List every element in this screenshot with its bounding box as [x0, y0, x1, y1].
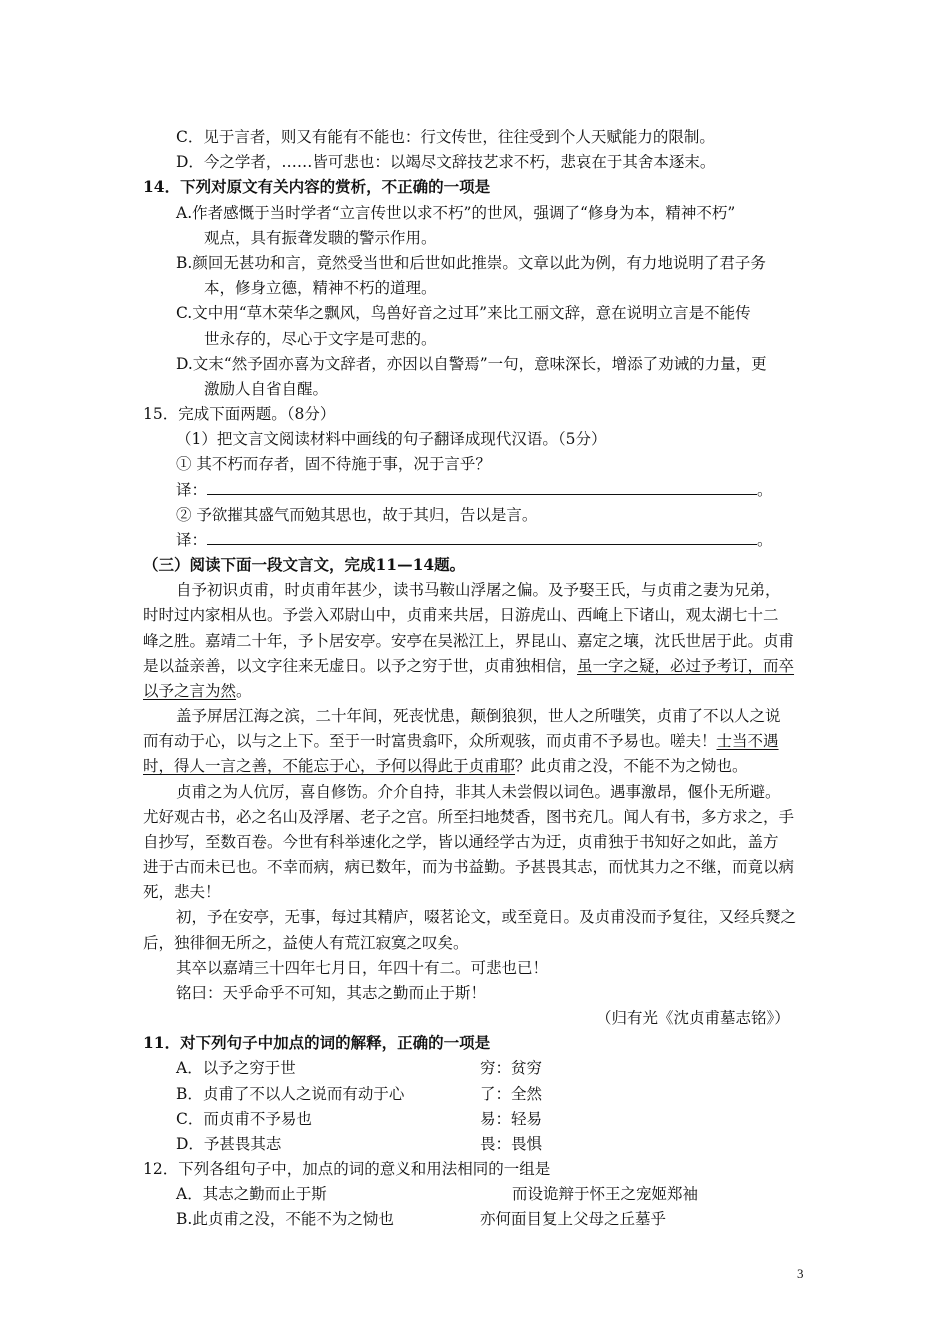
q13-option-c: C．见于言者，则又有能有不能也：行文传世，往往受到个人天赋能力的限制。	[176, 128, 715, 146]
q11-option-b: B．贞甫了不以人之说而有动于心	[176, 1085, 405, 1103]
passage-p1-line5	[143, 681, 252, 701]
q12-option-a-right: 而设诡辩于怀王之宠姬郑袖	[512, 1185, 699, 1203]
q14-option-b-line1: B.颜回无甚功和言，竟然受当世和后世如此推崇。文章以此为例，有力地说明了君子务	[176, 254, 766, 272]
q11-stem: 11．对下列句子中加点的词的解释，正确的一项是	[143, 1033, 491, 1052]
passage-p3-line3: 自抄写，至数百卷。今世有科举速化之学，皆以通经学古为迂，贞甫独于书知好之如此，盖方	[143, 833, 779, 851]
q15-sub1: （1）把文言文阅读材料中画线的句子翻译成现代汉语。（5分）	[176, 430, 607, 448]
q11-gloss-b: 了：全然	[480, 1085, 543, 1103]
answer-blank[interactable]	[207, 480, 757, 495]
passage-text: ？此贞甫之没，不能不为之恸也。	[515, 757, 748, 775]
q12-option-b-left: B.此贞甫之没，不能不为之恸也	[176, 1210, 394, 1228]
q11-option-c: C．而贞甫不予易也	[176, 1110, 312, 1128]
translate-label: 译：	[176, 531, 208, 549]
underlined-sentence: 虽一字之疑，必过予考订，而卒	[577, 657, 795, 675]
passage-p2-line3	[143, 756, 748, 776]
q11-gloss-a: 穷：贫穷	[480, 1059, 543, 1077]
passage-text: 。	[236, 682, 252, 700]
passage-p3-line5: 死，悲夫！	[143, 883, 221, 901]
underlined-sentence: 士当不遇	[716, 732, 779, 750]
page-number: 3	[797, 1266, 804, 1281]
passage-p4-line1: 初，予在安亭，无事，每过其精庐，啜茗论文，或至竟日。及贞甫没而予复往，又经兵燹之	[176, 908, 797, 926]
q14-option-c-line2: 世永存的，尽心于文字是可悲的。	[204, 330, 437, 348]
passage-source: （归有光《沈贞甫墓志铭》）	[596, 1009, 790, 1027]
passage-p2-line2	[143, 731, 779, 751]
q14-option-d-line2: 激励人自省自醒。	[204, 380, 329, 398]
q11-option-d: D．予甚畏其志	[176, 1135, 282, 1153]
passage-p1-line3: 峰之胜。嘉靖二十年，予卜居安亭。安亭在吴淞江上，界昆山、嘉定之壤，沈氏世居于此。贞甫	[143, 632, 795, 650]
underlined-sentence: 以予之言为然	[143, 682, 237, 700]
q15-sentence-2: ② 予欲摧其盛气而勉其思也，故于其归，告以是言。	[176, 506, 538, 524]
q12-option-a-left: A．其志之勤而止于斯	[176, 1185, 327, 1203]
passage-p6-epitaph: 铭曰：天乎命乎不可知，其志之勤而止于斯！	[176, 984, 487, 1002]
passage-p1-line1: 自予初识贞甫，时贞甫年甚少，读书马鞍山浮屠之偏。及予娶王氏，与贞甫之妻为兄弟，	[176, 581, 781, 599]
q14-stem: 14．下列对原文有关内容的赏析，不正确的一项是	[143, 177, 491, 196]
q12-stem: 12．下列各组句子中，加点的词的意义和用法相同的一组是	[143, 1160, 551, 1178]
q14-option-a-line1: A.作者感慨于当时学者“立言传世以求不朽”的世风，强调了“修身为本，精神不朽”	[176, 204, 736, 222]
passage-p2-line1: 盖予屏居江海之滨，二十年间，死丧忧患，颠倒狼狈，世人之所嗤笑，贞甫了不以人之说	[176, 707, 781, 725]
passage-p5: 其卒以嘉靖三十四年七月日，年四十有二。可悲也已！	[176, 959, 549, 977]
q14-option-d-line1: D.文末“然予固亦喜为文辞者，亦因以自警焉”一句，意味深长，增添了劝诫的力量，更	[176, 355, 767, 373]
q15-stem: 15．完成下面两题。（8分）	[143, 405, 336, 423]
translate-label: 译：	[176, 481, 208, 499]
passage-p3-line4: 进于古而未已也。不幸而病，病已数年，而为书益勤。予甚畏其志，而忧其力之不继，而竟以病	[143, 858, 795, 876]
passage-p3-line2: 尤好观古书，必之名山及浮屠、老子之宫。所至扫地焚香，图书充几。闻人有书，多方求之，手	[143, 808, 795, 826]
passage-text: 而有动于心，以与之上下。至于一时富贵翕吓，众所观骇，而贞甫不予易也。嗟夫！	[143, 732, 717, 750]
section-heading: （三）阅读下面一段文言文，完成11—14题。	[143, 555, 466, 574]
passage-p1-line2: 时时过内家相从也。予尝入邓尉山中，贞甫来共居，日游虎山、西崦上下诸山，观太湖七十二	[143, 606, 779, 624]
underlined-sentence: 时，得人一言之善，不能忘于心，予何以得此于贞甫耶	[143, 757, 516, 775]
q11-option-a: A．以予之穷于世	[176, 1059, 296, 1077]
q14-option-b-line2: 本，修身立德，精神不朽的道理。	[204, 279, 437, 297]
q11-gloss-d: 畏：畏惧	[480, 1135, 543, 1153]
q11-gloss-c: 易：轻易	[480, 1110, 543, 1128]
period: 。	[757, 531, 773, 549]
passage-p1-line4	[143, 656, 794, 676]
q14-option-a-line2: 观点，具有振聋发聩的警示作用。	[204, 229, 437, 247]
answer-blank[interactable]	[207, 530, 757, 545]
passage-text: 是以益亲善，以文字往来无虚日。以予之穷于世，贞甫独相信，	[143, 657, 578, 675]
q15-answer-line-1[interactable]	[176, 480, 773, 500]
q15-answer-line-2[interactable]	[176, 530, 773, 550]
q14-option-c-line1: C.文中用“草木荣华之飘风，鸟兽好音之过耳”来比工丽文辞，意在说明立言是不能传	[176, 304, 751, 322]
q12-option-b-right: 亦何面目复上父母之丘墓乎	[480, 1210, 667, 1228]
q15-sentence-1: ① 其不朽而存者，固不待施于事，况于言乎？	[176, 455, 491, 473]
passage-p3-line1: 贞甫之为人伉厉，喜自修饬。介介自持，非其人未尝假以词色。遇事激昂，偃仆无所避。	[176, 783, 781, 801]
q13-option-d: D．今之学者，……皆可悲也：以竭尽文辞技艺求不朽，悲哀在于其舍本逐末。	[176, 153, 716, 171]
period: 。	[757, 481, 773, 499]
passage-p4-line2: 后，独徘徊无所之，益使人有荒江寂寞之叹矣。	[143, 934, 469, 952]
